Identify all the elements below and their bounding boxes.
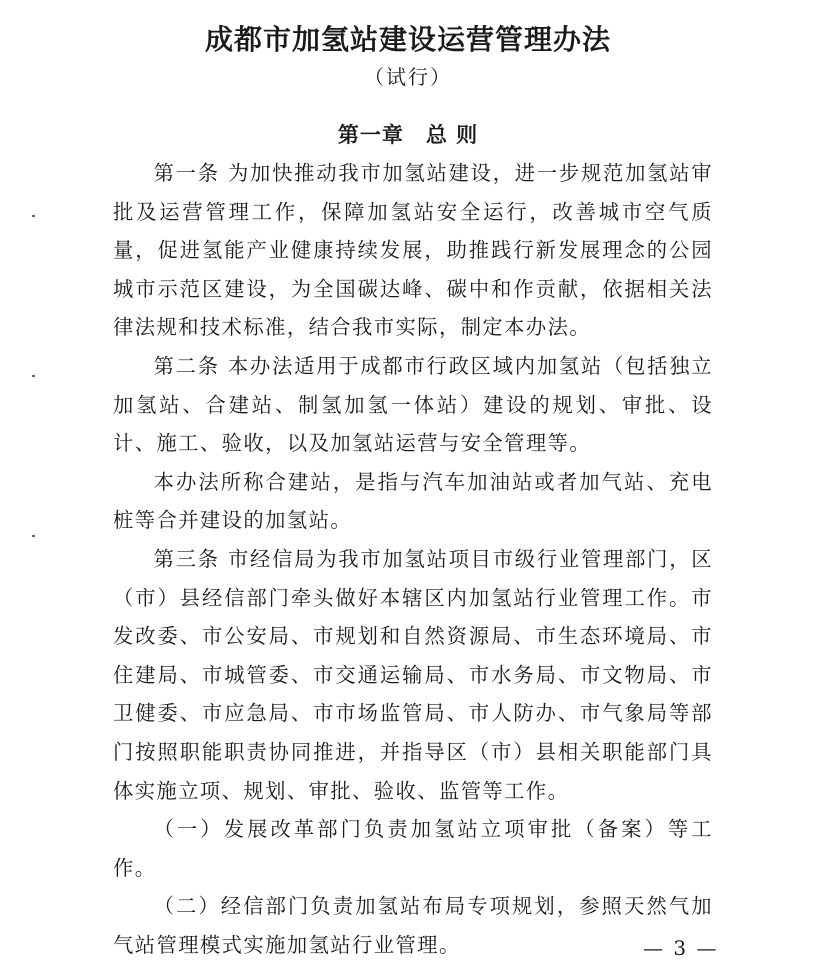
scan-speck [32,215,35,217]
article-2-paragraph: 第二条 本办法适用于成都市行政区域内加氢站（包括独立加氢站、合建站、制氢加氢一体站）建设的规划、审批、设计、施工、验收，以及加氢站运营与安全管理等。 [113,353,713,456]
scan-speck [32,535,35,537]
article-3-paragraph: 第三条 市经信局为我市加氢站项目市级行业管理部门，区（市）县经信部门牵头做好本辖区内加氢站行业管理工作。市发改委、市公安局、市规划和自然资源局、市生态环境局、市住建局、市城管委、市交通运输局、市水务局、市文物局、市卫健委、市应急局、市市场监管局、市人防办、市气象局等部门按照职能职责协同推进，并指导区（市）县相关职能部门具体实施立项、规划、审批、验收、监管等工作。 [113,546,713,803]
article-1-paragraph: 第一条 为加快推动我市加氢站建设，进一步规范加氢站审批及运营管理工作，保障加氢站安全运行，改善城市空气质量，促进氢能产业健康持续发展，助推践行新发展理念的公园城市示范区建设，为全国碳达峰、碳中和作贡献，依据相关法律法规和技术标准，结合我市实际，制定本办法。 [113,161,713,340]
chapter-name: 总 则 [425,122,479,147]
document-body [113,154,713,964]
chapter-number: 第一章 [337,122,404,147]
scan-speck [32,375,35,377]
item-2-paragraph: （二）经信部门负责加氢站布局专项规划，参照天然气加气站管理模式实施加氢站行业管理。 [113,894,713,957]
document-subtitle: （试行） [364,65,452,89]
document-title: 成都市加氢站建设运营管理办法 [204,23,611,56]
definition-paragraph: 本办法所称合建站，是指与汽车加油站或者加气站、充电桩等合并建设的加氢站。 [113,469,713,533]
chapter-heading [0,121,816,149]
page-number: — 3 — [643,936,719,960]
item-1-paragraph: （一）发展改革部门负责加氢站立项审批（备案）等工作。 [113,817,713,880]
